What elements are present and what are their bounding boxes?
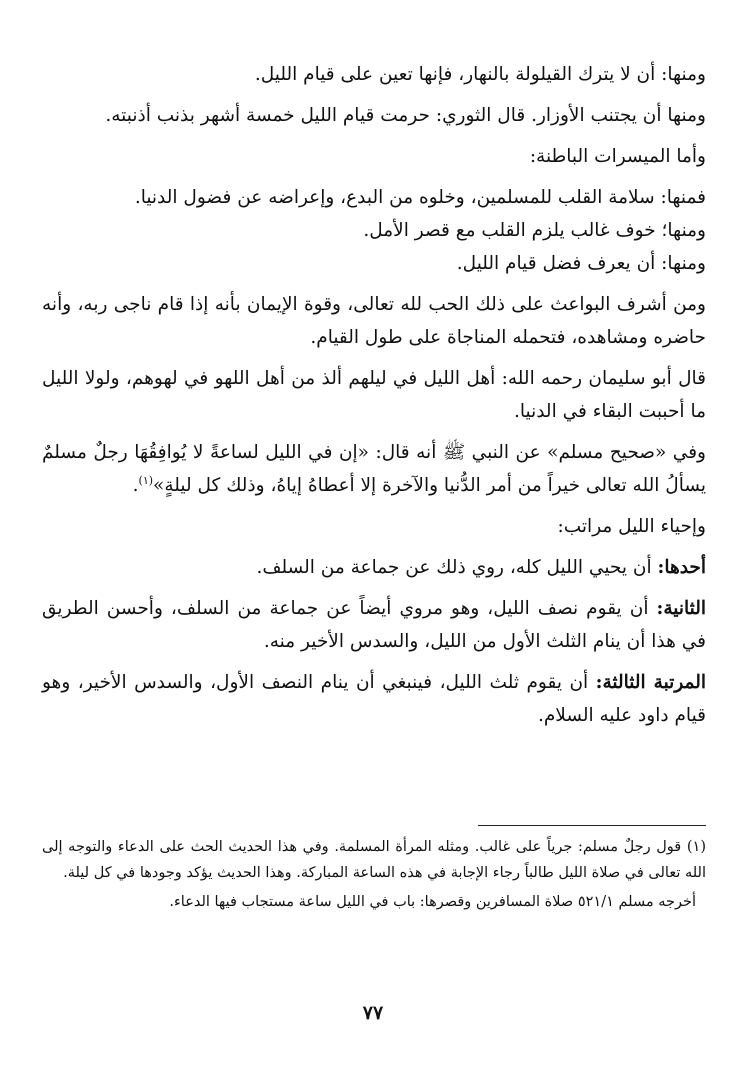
paragraph-abu-sulayman: قال أبو سليمان رحمه الله: أهل الليل في ليلهم ألذ من أهل اللهو في لهوهم، ولولا الليل ما أحببت البقاء في الدنيا. — [42, 368, 706, 422]
rank-second-text: أن يقوم نصف الليل، وهو مروي أيضاً عن جماعة من السلف، وأحسن الطريق في هذا أن ينام الثلث الأول من الليل، والسدس الأخير منه. — [42, 598, 706, 652]
paragraph-fear: ومنها؛ خوف غالب يلزم القلب مع قصر الأمل. — [363, 220, 706, 241]
main-text — [42, 58, 706, 740]
paragraph-sound-heart: فمنها: سلامة القلب للمسلمين، وخلوه من البدع، وإعراضه عن فضول الدنيا. — [134, 187, 706, 208]
paragraph-love-of-allah: ومن أشرف البواعث على ذلك الحب لله تعالى، وقوة الإيمان بأنه إذا قام ناجى ربه، وأنه حاضره ومشاهده، فتحمله المناجاة على طول القيام. — [42, 294, 706, 348]
page-number: ٧٧ — [362, 1002, 384, 1024]
rank-first — [42, 551, 706, 584]
paragraph-inner-aids-heading: وأما الميسرات الباطنة: — [529, 146, 706, 167]
paragraph-avoid-sins: ومنها أن يجتنب الأوزار. قال الثوري: حرمت قيام الليل خمسة أشهر بذنب أذنبته. — [105, 105, 706, 126]
footnote-1: (١) قول رجلٌ مسلم: جرياً على غالب. ومثله المرأة المسلمة. وفي هذا الحديث الحث على الدعاء والتوجه إلى الله تعالى في صلاة الليل طالباً رجاء الإجابة في هذه الساعة المباركة. وهذا الحديث يؤكد وجودها في كل ليلة. — [42, 839, 706, 881]
hadith-text: وفي «صحيح مسلم» عن النبي ﷺ أنه قال: «إن في الليل لساعةً لا يُوافِقُهَا رجلٌ مسلمٌ يسألُ الله تعالى خيراً من أمر الدُّنيا والآخرة إلا أعطاهُ إياهُ، وذلك كل ليلةٍ» — [42, 442, 706, 496]
paragraph-know-virtue: ومنها: أن يعرف فضل قيام الليل. — [456, 253, 706, 274]
footnotes — [42, 834, 706, 918]
rank-third-lead: المرتبة الثالثة: — [595, 672, 707, 693]
paragraph-ranks-heading: وإحياء الليل مراتب: — [557, 516, 706, 537]
footnote-1-source: أخرجه مسلم ٥٢١/١ صلاة المسافرين وقصرها: باب في الليل ساعة مستجاب فيها الدعاء. — [169, 894, 696, 910]
rank-third — [42, 666, 706, 732]
paragraph-hadith: وفي «صحيح مسلم» عن النبي ﷺ أنه قال: «إن في الليل لساعةً لا يُوافِقُهَا رجلٌ مسلمٌ يسألُ الله تعالى خيراً من أمر الدُّنيا والآخرة إلا أعطاهُ إياهُ، وذلك كل ليلةٍ»$^{(١)}$. — [42, 442, 706, 496]
rank-first-lead: أحدها: — [657, 557, 706, 578]
paragraph-qaylula: ومنها: أن لا يترك القيلولة بالنهار، فإنها تعين على قيام الليل. — [254, 64, 706, 85]
footnote-marker: (١) — [138, 473, 154, 487]
rank-second — [42, 592, 706, 658]
rank-second-lead: الثانية: — [656, 598, 706, 619]
rank-third-text: أن يقوم ثلث الليل، فينبغي أن ينام النصف الأول، والسدس الأخير، وهو قيام داود عليه السلام. — [42, 672, 706, 726]
rank-first-text: أن يحيي الليل كله، روي ذلك عن جماعة من السلف. — [256, 557, 658, 578]
footnote-divider — [478, 825, 706, 826]
